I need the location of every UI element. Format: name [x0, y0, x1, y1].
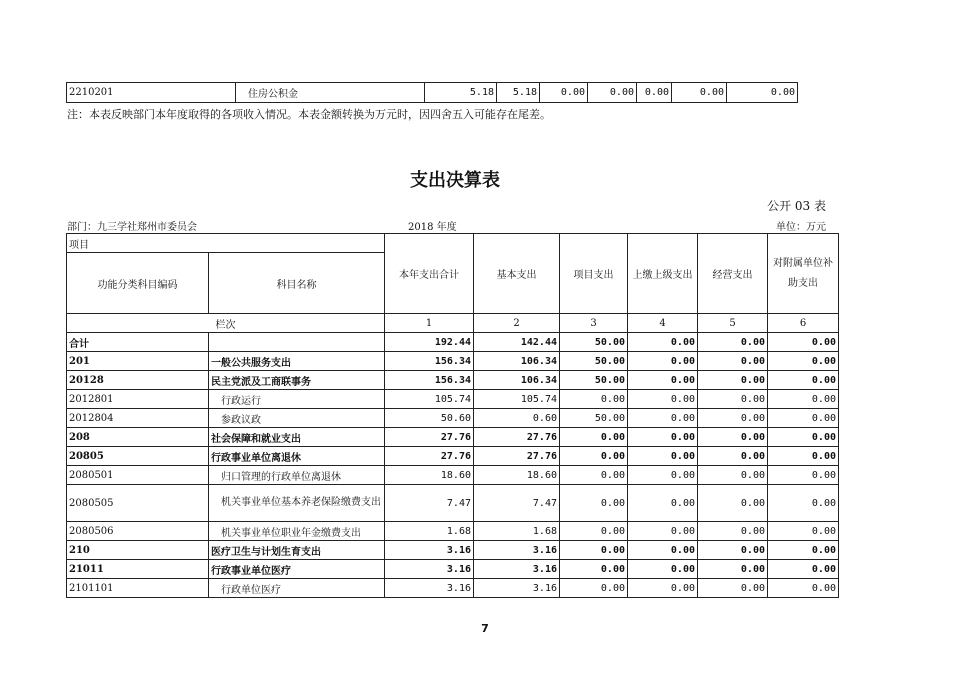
value-cell: 5.18: [425, 83, 497, 103]
subject-name: 归口管理的行政单位离退休: [209, 466, 385, 485]
value-cell: 50.00: [560, 371, 628, 390]
value-cell: 0.00: [560, 447, 628, 466]
col-number: 6: [768, 314, 839, 333]
value-cell: 0.00: [698, 522, 768, 541]
value-cell: 50.00: [560, 409, 628, 428]
value-cell: 0.60: [474, 409, 560, 428]
value-cell: 0.00: [727, 83, 798, 103]
value-cell: 0.00: [768, 409, 839, 428]
value-cell: 0.00: [628, 371, 698, 390]
lanci-label: 栏次: [67, 314, 385, 333]
subject-name: 机关事业单位职业年金缴费支出: [209, 522, 385, 541]
department-label: 部门：九三学社郑州市委员会: [67, 222, 197, 233]
value-cell: 50.00: [560, 352, 628, 371]
subject-code: 208: [67, 428, 209, 447]
value-cell: 0.00: [560, 579, 628, 598]
value-cell: 0.00: [768, 371, 839, 390]
subject-code: 2080501: [67, 466, 209, 485]
lanci-row: [67, 314, 839, 333]
subject-name: 行政运行: [209, 390, 385, 409]
value-cell: 0.00: [628, 579, 698, 598]
col-header-basic: 基本支出: [474, 234, 560, 314]
value-cell: 0.00: [698, 447, 768, 466]
value-cell: 0.00: [628, 447, 698, 466]
table-row: [67, 560, 839, 579]
value-cell: 0.00: [628, 466, 698, 485]
value-cell: 156.34: [385, 371, 474, 390]
value-cell: 0.00: [768, 485, 839, 522]
value-cell: 0.00: [560, 466, 628, 485]
value-cell: 27.76: [385, 447, 474, 466]
subject-code: 2012804: [67, 409, 209, 428]
table-row: [67, 352, 839, 371]
previous-table-last-row: [66, 82, 798, 103]
value-cell: 27.76: [474, 447, 560, 466]
value-cell: 3.16: [385, 579, 474, 598]
subject-code: 2080506: [67, 522, 209, 541]
expenditure-table: [66, 233, 839, 598]
table-row: [67, 579, 839, 598]
value-cell: 0.00: [628, 428, 698, 447]
value-cell: 192.44: [385, 333, 474, 352]
subject-code: 2080505: [67, 485, 209, 522]
value-cell: 0.00: [698, 390, 768, 409]
subject-code: 合计: [67, 333, 209, 352]
value-cell: 0.00: [768, 390, 839, 409]
value-cell: 0.00: [698, 428, 768, 447]
value-cell: 0.00: [768, 428, 839, 447]
value-cell: 0.00: [768, 541, 839, 560]
value-cell: 0.00: [698, 579, 768, 598]
table-row: [67, 409, 839, 428]
value-cell: 0.00: [698, 352, 768, 371]
subject-name: 行政事业单位医疗: [209, 560, 385, 579]
value-cell: 0.00: [698, 560, 768, 579]
table-row: [67, 466, 839, 485]
col-number: 1: [385, 314, 474, 333]
value-cell: 106.34: [474, 352, 560, 371]
table-note: 注：本表反映部门本年度取得的各项收入情况。本表金额转换为万元时，因四舍五入可能存在尾差。: [67, 108, 551, 121]
value-cell: 18.60: [385, 466, 474, 485]
value-cell: 0.00: [698, 371, 768, 390]
value-cell: 7.47: [474, 485, 560, 522]
subject-name: 行政事业单位离退休: [209, 447, 385, 466]
subject-code: 2012801: [67, 390, 209, 409]
subject-name: 参政议政: [209, 409, 385, 428]
value-cell: 0.00: [560, 560, 628, 579]
project-header: 项目: [67, 234, 385, 253]
subject-name: [209, 333, 385, 352]
table-row: [67, 390, 839, 409]
subject-code: 20128: [67, 371, 209, 390]
subject-code: 21011: [67, 560, 209, 579]
value-cell: 142.44: [474, 333, 560, 352]
value-cell: 3.16: [474, 579, 560, 598]
col-number: 4: [628, 314, 698, 333]
page-title: 支出决算表: [410, 170, 500, 191]
form-number: 公开 03 表: [767, 199, 826, 213]
value-cell: 0.00: [698, 333, 768, 352]
value-cell: 0.00: [698, 541, 768, 560]
value-cell: 0.00: [698, 466, 768, 485]
subject-code: 210: [67, 541, 209, 560]
value-cell: 0.00: [768, 522, 839, 541]
table-row: [67, 371, 839, 390]
col-number: 3: [560, 314, 628, 333]
table-body: [67, 333, 839, 598]
subject-name: 机关事业单位基本养老保险缴费支出: [209, 485, 385, 522]
table-row: [67, 522, 839, 541]
value-cell: 0.00: [768, 579, 839, 598]
subject-code: 201: [67, 352, 209, 371]
value-cell: 0.00: [628, 541, 698, 560]
value-cell: 0.00: [698, 409, 768, 428]
table-row: [67, 541, 839, 560]
col-header-business: 经营支出: [698, 234, 768, 314]
value-cell: 0.00: [768, 352, 839, 371]
value-cell: 0.00: [628, 333, 698, 352]
value-cell: 0.00: [768, 466, 839, 485]
value-cell: 0.00: [628, 409, 698, 428]
name-col-header: 科目名称: [209, 253, 385, 314]
value-cell: 0.00: [628, 560, 698, 579]
code-col-header: 功能分类科目编码: [67, 253, 209, 314]
table-row: [67, 485, 839, 522]
value-cell: 5.18: [497, 83, 540, 103]
value-cell: 27.76: [385, 428, 474, 447]
table-row: [67, 447, 839, 466]
value-cell: 0.00: [768, 560, 839, 579]
col-header-upper: 上缴上级支出: [628, 234, 698, 314]
value-cell: 0.00: [628, 522, 698, 541]
value-cell: 0.00: [628, 485, 698, 522]
page-number: 7: [481, 622, 489, 635]
value-cell: 0.00: [588, 83, 637, 103]
value-cell: 7.47: [385, 485, 474, 522]
col-header-total: 本年支出合计: [385, 234, 474, 314]
value-cell: 3.16: [474, 560, 560, 579]
value-cell: 27.76: [474, 428, 560, 447]
value-cell: 1.68: [385, 522, 474, 541]
subject-name: 住房公积金: [236, 83, 425, 103]
value-cell: 0.00: [768, 447, 839, 466]
col-number: 5: [698, 314, 768, 333]
fiscal-year: 2018 年度: [408, 222, 457, 233]
value-cell: 3.16: [385, 541, 474, 560]
value-cell: 0.00: [628, 390, 698, 409]
unit-label: 单位：万元: [776, 222, 826, 233]
subject-name: 民主党派及工商联事务: [209, 371, 385, 390]
subject-name: 一般公共服务支出: [209, 352, 385, 371]
value-cell: 50.00: [560, 333, 628, 352]
value-cell: 0.00: [560, 485, 628, 522]
header-row: [67, 234, 839, 253]
col-header-project: 项目支出: [560, 234, 628, 314]
value-cell: 0.00: [560, 428, 628, 447]
value-cell: 50.60: [385, 409, 474, 428]
value-cell: 0.00: [560, 541, 628, 560]
value-cell: 0.00: [768, 333, 839, 352]
value-cell: 0.00: [628, 352, 698, 371]
subject-code: 20805: [67, 447, 209, 466]
value-cell: 0.00: [637, 83, 672, 103]
value-cell: 3.16: [385, 560, 474, 579]
value-cell: 18.60: [474, 466, 560, 485]
table-row: [67, 83, 798, 103]
value-cell: 106.34: [474, 371, 560, 390]
col-number: 2: [474, 314, 560, 333]
subject-name: 医疗卫生与计划生育支出: [209, 541, 385, 560]
value-cell: 0.00: [560, 390, 628, 409]
value-cell: 0.00: [672, 83, 727, 103]
value-cell: 156.34: [385, 352, 474, 371]
subject-code: 2101101: [67, 579, 209, 598]
value-cell: 105.74: [385, 390, 474, 409]
col-header-subsidy: 对附属单位补助支出: [768, 234, 839, 314]
value-cell: 0.00: [560, 522, 628, 541]
value-cell: 1.68: [474, 522, 560, 541]
subject-name: 社会保障和就业支出: [209, 428, 385, 447]
subject-name: 行政单位医疗: [209, 579, 385, 598]
value-cell: 0.00: [540, 83, 588, 103]
table-row: [67, 428, 839, 447]
value-cell: 105.74: [474, 390, 560, 409]
table-row: [67, 333, 839, 352]
value-cell: 3.16: [474, 541, 560, 560]
subject-code: 2210201: [67, 83, 236, 103]
value-cell: 0.00: [698, 485, 768, 522]
